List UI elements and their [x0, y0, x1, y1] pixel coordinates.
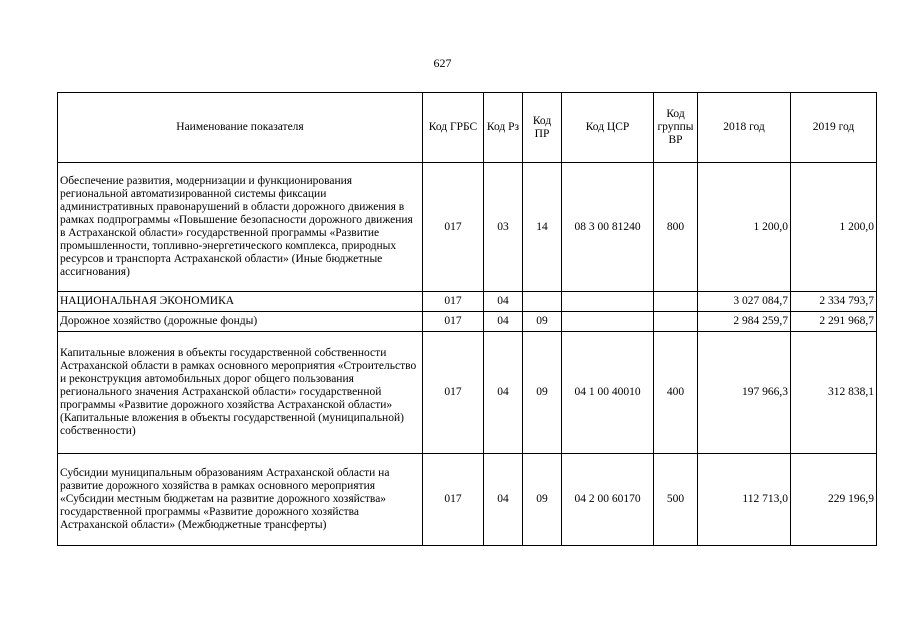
row-2018: 112 713,0 [698, 454, 791, 546]
row-2019: 229 196,9 [791, 454, 877, 546]
row-csr: 08 3 00 81240 [562, 163, 654, 292]
row-pr: 09 [523, 332, 562, 454]
row-rz: 04 [484, 332, 523, 454]
row-rz: 04 [484, 312, 523, 332]
row-2018: 3 027 084,7 [698, 292, 791, 312]
row-2019: 312 838,1 [791, 332, 877, 454]
row-name: Капитальные вложения в объекты государственной собственности Астраханской области в рамках основного мероприятия «Строительство и реконструкция автомобильных дорог общего пользования регионального значения Астраханской области» государственной программы «Развитие дорожного хозяйства Астраханской области» (Капитальные вложения в объекты государственной (муниципальной) собственности) [58, 332, 423, 454]
row-vr [654, 292, 698, 312]
row-pr: 14 [523, 163, 562, 292]
row-grbs: 017 [423, 332, 484, 454]
row-2019: 2 291 968,7 [791, 312, 877, 332]
row-name: Субсидии муниципальным образованиям Астраханской области на развитие дорожного хозяйства в рамках основного мероприятия «Субсидии местным бюджетам на развитие дорожного хозяйства» государственной программы «Развитие дорожного хозяйства Астраханской области» (Межбюджетные трансферты) [58, 454, 423, 546]
row-csr: 04 1 00 40010 [562, 332, 654, 454]
row-vr: 500 [654, 454, 698, 546]
row-grbs: 017 [423, 292, 484, 312]
header-pr: Код ПР [523, 93, 562, 163]
row-csr: 04 2 00 60170 [562, 454, 654, 546]
row-rz: 04 [484, 454, 523, 546]
table-row [58, 163, 877, 292]
row-2018: 197 966,3 [698, 332, 791, 454]
row-csr [562, 312, 654, 332]
header-2019: 2019 год [791, 93, 877, 163]
row-2018: 1 200,0 [698, 163, 791, 292]
row-grbs: 017 [423, 454, 484, 546]
budget-table [57, 92, 877, 546]
row-vr: 800 [654, 163, 698, 292]
header-csr: Код ЦСР [562, 93, 654, 163]
row-pr [523, 292, 562, 312]
row-rz: 04 [484, 292, 523, 312]
row-rz: 03 [484, 163, 523, 292]
row-name: Дорожное хозяйство (дорожные фонды) [58, 312, 423, 332]
table-header-row [58, 93, 877, 163]
row-name: Обеспечение развития, модернизации и функционирования региональной автоматизированной системы фиксации административных правонарушений в области дорожного движения в рамках подпрограммы «Повышение безопасности дорожного движения в Астраханской области» государственной программы «Развитие промышленности, топливно-энергетического комплекса, природных ресурсов и транспорта Астраханской области» (Иные бюджетные ассигнования) [58, 163, 423, 292]
table-row [58, 292, 877, 312]
row-2019: 1 200,0 [791, 163, 877, 292]
row-vr: 400 [654, 332, 698, 454]
row-name: НАЦИОНАЛЬНАЯ ЭКОНОМИКА [58, 292, 423, 312]
row-grbs: 017 [423, 163, 484, 292]
table-row [58, 332, 877, 454]
row-2018: 2 984 259,7 [698, 312, 791, 332]
table-row [58, 454, 877, 546]
header-vr: Код группы ВР [654, 93, 698, 163]
row-pr: 09 [523, 454, 562, 546]
header-name: Наименование показателя [58, 93, 423, 163]
header-2018: 2018 год [698, 93, 791, 163]
table-row [58, 312, 877, 332]
row-vr [654, 312, 698, 332]
header-grbs: Код ГРБС [423, 93, 484, 163]
row-grbs: 017 [423, 312, 484, 332]
row-pr: 09 [523, 312, 562, 332]
header-rz: Код Рз [484, 93, 523, 163]
page-number: 627 [433, 56, 452, 70]
row-csr [562, 292, 654, 312]
row-2019: 2 334 793,7 [791, 292, 877, 312]
